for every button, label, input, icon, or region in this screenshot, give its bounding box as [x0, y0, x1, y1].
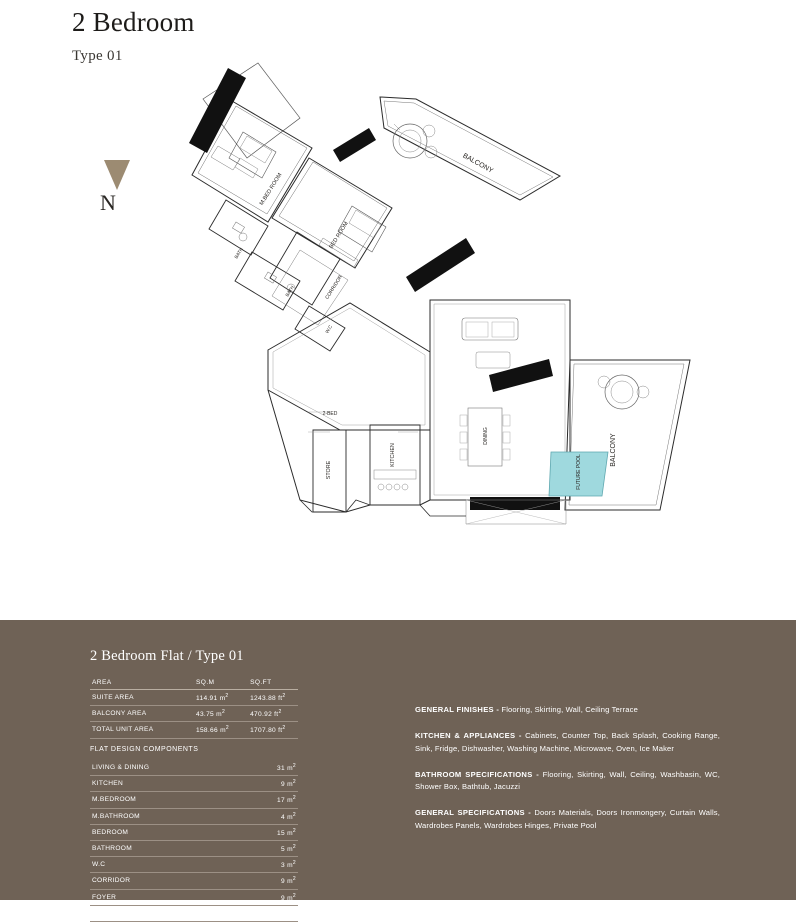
area-row-name: SUITE AREA — [90, 690, 194, 706]
table-row — [90, 873, 298, 889]
spec-general-finishes — [415, 704, 720, 716]
page-title: 2 Bedroom — [72, 7, 195, 37]
room-label-future-pool: FUTURE POOL — [576, 454, 582, 490]
table-row — [90, 690, 298, 706]
component-name: W.C — [90, 857, 241, 873]
specifications-list — [415, 704, 720, 846]
area-table-header-sqft: SQ.FT — [248, 676, 298, 690]
spec-text: Flooring, Skirting, Wall, Ceiling Terrace — [499, 705, 638, 714]
room-label-bath-1: BATH — [233, 246, 245, 260]
spec-label: GENERAL FINISHES - — [415, 705, 500, 714]
area-row-sqft: 1707.80 $ft^2$ — [248, 722, 298, 738]
component-value: 9 $m^2$ — [241, 889, 298, 905]
area-row-sqm: 158.66 $m^2$ — [194, 722, 248, 738]
components-title: FLAT DESIGN COMPONENTS — [90, 746, 199, 753]
area-row-sqft: 470.92 $ft^2$ — [248, 706, 298, 722]
room-label-wc: W.C — [324, 324, 334, 335]
area-row-sqm: 114.91 $m^2$ — [194, 690, 248, 706]
table-row — [90, 905, 298, 921]
spec-label: KITCHEN & APPLIANCES - — [415, 731, 522, 741]
component-value: 9 $m^2$ — [241, 776, 298, 792]
room-label-m-bed-room: M.BED ROOM — [258, 172, 284, 207]
spec-general-specifications — [415, 807, 720, 832]
spec-text: Flooring, Skirting, Wall, Ceiling, Washbasin, WC, Shower Box, Bathtub, Jacuzzi — [415, 769, 720, 792]
component-value: 9 $m^2$ — [241, 905, 298, 921]
room-label-two-bed: 2-BED — [322, 411, 338, 417]
component-name: M.BATHROOM — [90, 808, 241, 824]
room-label-bath-2: BATH — [284, 284, 296, 298]
table-row — [90, 889, 298, 905]
compass-north-label: N — [100, 190, 116, 215]
area-table-header-row — [90, 676, 298, 690]
component-value: 17 $m^2$ — [241, 792, 298, 808]
spec-text: Doors Materials, Doors Ironmongery, Curtain Walls, Wardrobes Panels, Wardrobes Hinges, Private Pool — [415, 808, 720, 830]
area-row-name: BALCONY AREA — [90, 706, 194, 722]
component-name: LIVING & DINING — [90, 760, 241, 776]
component-name: STORE — [90, 905, 241, 921]
component-value: 31 $m^2$ — [241, 760, 298, 776]
table-row — [90, 776, 298, 792]
specification-panel — [0, 620, 796, 918]
component-name: KITCHEN — [90, 776, 241, 792]
table-row — [90, 840, 298, 856]
table-row — [90, 824, 298, 840]
table-row — [90, 792, 298, 808]
area-table-header-area: AREA — [90, 676, 194, 690]
area-table — [90, 676, 298, 739]
component-name: CORRIDOR — [90, 873, 241, 889]
room-label-balcony-top: BALCONY — [461, 152, 495, 175]
area-row-sqm: 43.75 $m^2$ — [194, 706, 248, 722]
component-name: BEDROOM — [90, 824, 241, 840]
room-label-balcony-bottom: BALCONY — [610, 433, 617, 467]
area-table-header-sqm: SQ.M — [194, 676, 248, 690]
components-table — [90, 760, 298, 922]
component-value: 3 $m^2$ — [241, 857, 298, 873]
spec-kitchen-appliances — [415, 730, 720, 755]
table-row — [90, 857, 298, 873]
page-subtitle: Type 01 — [72, 47, 123, 64]
component-name: M.BEDROOM — [90, 792, 241, 808]
component-name: BATHROOM — [90, 840, 241, 856]
room-label-bed-room: BED ROOM — [328, 220, 350, 250]
component-value: 15 $m^2$ — [241, 824, 298, 840]
room-label-store: STORE — [326, 460, 332, 480]
room-label-corridor: CORRIDOR — [324, 274, 344, 301]
room-label-kitchen: KITCHEN — [390, 443, 396, 467]
spec-label: GENERAL SPECIFICATIONS - — [415, 808, 532, 818]
spec-text: Cabinets, Counter Top, Back Splash, Cooking Range, Sink, Fridge, Dishwasher, Washing Machine, Microwave, Oven, Ice Maker — [415, 731, 720, 753]
room-label-dining: DINING — [483, 427, 489, 445]
spec-bathroom-specifications — [415, 769, 720, 794]
table-row — [90, 760, 298, 776]
component-value: 5 $m^2$ — [241, 840, 298, 856]
component-value: 4 $m^2$ — [241, 808, 298, 824]
spec-label: BATHROOM SPECIFICATIONS - — [415, 769, 540, 779]
table-row — [90, 706, 298, 722]
table-row — [90, 722, 298, 738]
component-value: 9 $m^2$ — [241, 873, 298, 889]
table-row — [90, 808, 298, 824]
area-row-name: TOTAL UNIT AREA — [90, 722, 194, 738]
component-name: FOYER — [90, 889, 241, 905]
area-row-sqft: 1243.88 $ft^2$ — [248, 690, 298, 706]
panel-title: 2 Bedroom Flat / Type 01 — [90, 648, 244, 664]
